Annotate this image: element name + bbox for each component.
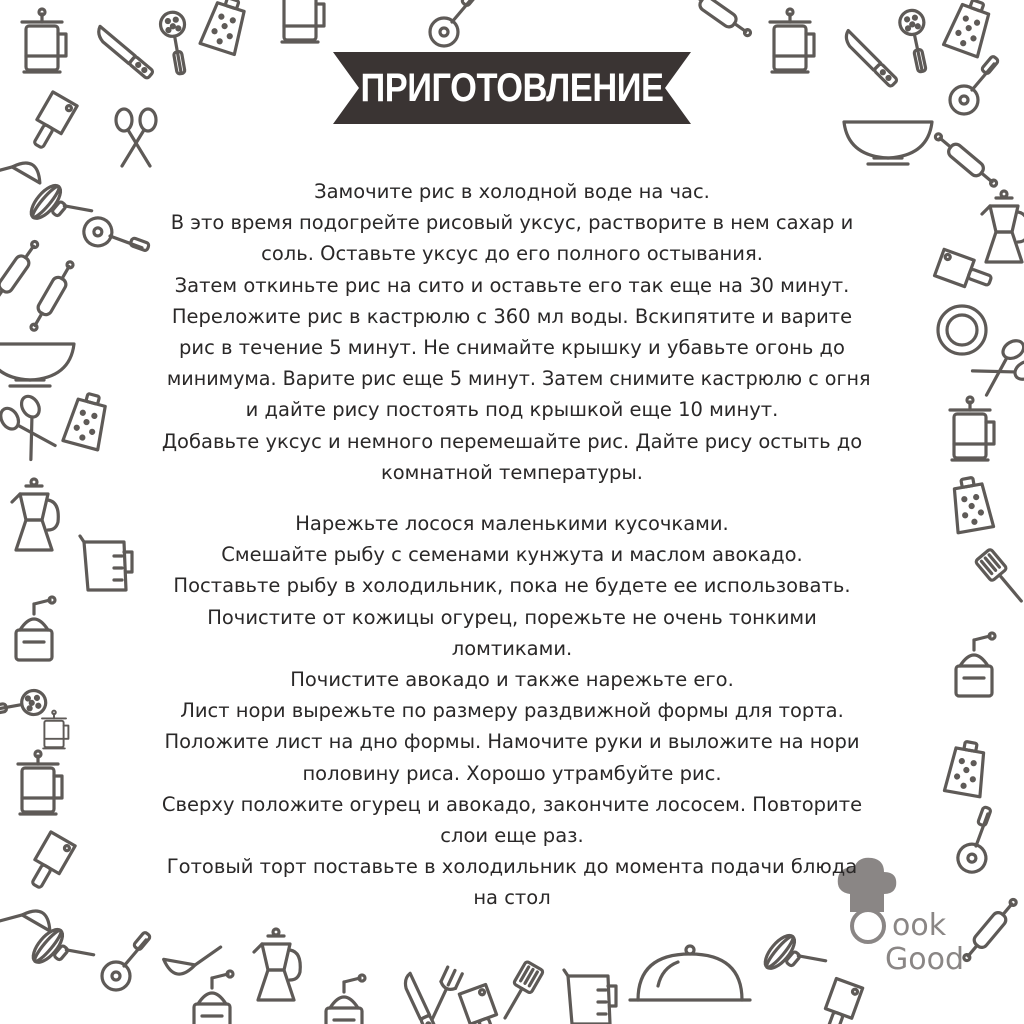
- grater-icon: [200, 0, 250, 54]
- instruction-line: Смешайте рыбу с семенами кунжута и маслом авокадо.: [221, 543, 803, 567]
- moka-pot-icon: [254, 929, 300, 1000]
- page-title: ПРИГОТОВЛЕНИЕ: [360, 65, 664, 110]
- grater-icon: [944, 0, 996, 57]
- spatula-icon: [496, 961, 543, 1023]
- instructions-part-1: [160, 176, 871, 488]
- skimmer-icon: [0, 689, 48, 723]
- instruction-line: В это время подогрейте рисовый уксус, растворите в нем сахар и: [170, 211, 854, 235]
- spoons-icon: [0, 393, 60, 462]
- cleaver-icon: [818, 979, 863, 1024]
- skimmer-icon: [159, 10, 193, 75]
- grater-icon: [949, 475, 993, 532]
- instruction-line: Переложите рис в кастрюлю с 360 мл воды. Вскипятите и варите: [171, 304, 853, 328]
- instruction-line: Поставьте рыбу в холодильник, пока не будете ее использовать.: [173, 574, 851, 598]
- skimmer-icon: [898, 8, 934, 74]
- measuring-cup-icon: [564, 970, 616, 1024]
- pizza-cutter-icon: [102, 932, 151, 990]
- cleaver-icon: [935, 249, 995, 294]
- knife-icon: [94, 26, 154, 79]
- instruction-line: Сверху положите огурец и авокадо, закончите лососем. Повторите: [161, 792, 863, 816]
- whisk-icon: [753, 922, 825, 982]
- pizza-cutter-icon: [80, 204, 152, 270]
- instruction-line: соль. Оставьте уксус до его полного остывания.: [261, 242, 763, 266]
- ladle-icon: [162, 938, 221, 981]
- spoons-icon: [116, 109, 156, 166]
- instruction-line: Замочите рис в холодной воде на час.: [314, 180, 710, 203]
- bowl-icon: [844, 122, 932, 164]
- instruction-line: Лист нори вырежьте по размеру раздвижной формы для торта.: [180, 699, 844, 723]
- instruction-line: слои еще раз.: [440, 824, 584, 848]
- bowl-icon: [0, 344, 74, 386]
- rolling-pin-icon: [960, 896, 1021, 965]
- moka-pot-icon: [982, 191, 1024, 262]
- instruction-line: минимума. Варите рис еще 5 минут. Затем снимите кастрюлю с огня: [166, 367, 871, 391]
- instruction-line: Почистите авокадо и также нарежьте его.: [290, 668, 734, 692]
- whisk-icon: [21, 916, 93, 976]
- instruction-line: и дайте рису постоять под крышкой еще 10 минут.: [245, 398, 779, 422]
- instruction-line: Положите лист на дно формы. Намочите руки и выложите на нори: [164, 730, 860, 754]
- pizza-cutter-icon: [950, 56, 999, 114]
- coffee-press-icon: [280, 0, 324, 42]
- instruction-line: Почистите от кожицы огурец, порежьте не очень тонкими: [207, 605, 817, 629]
- instruction-line: Нарежьте лосося маленькими кусочками.: [295, 512, 729, 535]
- coffee-grinder-icon: [194, 971, 233, 1024]
- instruction-line: Готовый торт поставьте в холодильник до момента подачи блюда: [166, 855, 858, 879]
- cloche-icon: [630, 946, 750, 1000]
- whisk-icon: [19, 172, 91, 232]
- moka-pot-icon: [12, 479, 58, 550]
- knife-icon: [841, 31, 898, 88]
- instruction-line: на стол: [473, 886, 551, 910]
- coffee-grinder-icon: [956, 633, 995, 696]
- rolling-pin-icon: [682, 0, 754, 40]
- pizza-cutter-icon: [944, 804, 1010, 876]
- cleaver-icon: [26, 92, 77, 153]
- spatula-icon: [975, 549, 1024, 608]
- french-press-icon: [18, 751, 62, 814]
- french-press-icon: [22, 9, 66, 72]
- instruction-line: Затем откиньте рис на сито и оставьте его так еще на 30 минут.: [174, 273, 850, 297]
- french-press-icon: [770, 9, 814, 72]
- instruction-line: половину риса. Хорошо утрамбуйте рис.: [302, 761, 722, 785]
- instruction-line: Добавьте уксус и немного перемешайте рис. Дайте рису остыть до: [161, 429, 863, 453]
- coffee-grinder-icon: [326, 975, 365, 1024]
- rolling-pin-icon: [0, 238, 42, 310]
- instructions-part-2: [160, 508, 864, 914]
- plate-icon: [938, 306, 986, 354]
- rolling-pin-icon: [932, 130, 1001, 191]
- instruction-line: комнатной температуры.: [380, 460, 644, 484]
- grater-icon: [63, 390, 111, 450]
- logo-text-good: Good: [885, 942, 964, 977]
- measuring-cup-icon: [80, 536, 132, 590]
- logo-text-cook: ook: [892, 908, 947, 943]
- instruction-line: рис в течение 5 минут. Не снимайте крышку и убавьте огонь до: [179, 336, 845, 360]
- instruction-line: ломтиками.: [451, 636, 573, 660]
- french-press-icon: [950, 397, 994, 460]
- pizza-cutter-icon: [430, 0, 479, 46]
- rolling-pin-icon: [26, 259, 77, 334]
- coffee-grinder-icon: [16, 597, 55, 660]
- cleaver-icon: [24, 832, 75, 893]
- cleaver-icon: [459, 985, 504, 1024]
- french-press-icon: [42, 711, 68, 749]
- ladle-icon: [0, 146, 46, 202]
- grater-icon: [944, 739, 988, 796]
